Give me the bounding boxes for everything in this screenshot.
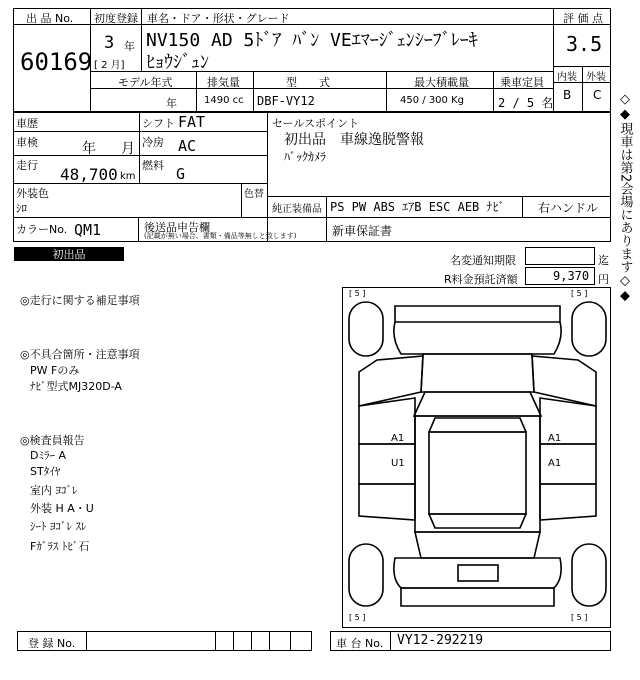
recycle-amount: 9,370 (553, 269, 590, 283)
damage-mark-right-front: A1 (548, 433, 562, 444)
car-name-line2: ﾋｮｳｼﾞｭﾝ (146, 52, 209, 73)
model-year-label: モデル年式 (118, 76, 173, 89)
eval-score: 3.5 (566, 32, 603, 56)
aircon-value: AC (178, 137, 197, 155)
first-reg-label: 初度登録 (94, 12, 138, 25)
color-no-value: QM1 (74, 221, 102, 239)
vehicle-diagram (342, 287, 611, 628)
tire-rear-right: [ 5 ] (571, 613, 588, 622)
defect-line: ﾅﾋﾞ型式MJ320D-A (30, 380, 122, 393)
driving-remarks-label: ◎走行に関する補足事項 (20, 294, 140, 307)
first-listing-text: 初出品 (52, 248, 86, 261)
damage-mark-right-rear: A1 (548, 458, 562, 469)
sales-points-line2: ﾊﾞｯｸｶﾒﾗ (284, 150, 327, 164)
equipment-label: 純正装備品 (272, 204, 322, 215)
capacity-label: 乗車定員 (500, 76, 544, 89)
inspection-year: 年 (82, 141, 96, 157)
mileage-value: 48,700 (60, 165, 118, 184)
ext-color-label: 外装色 (16, 187, 49, 200)
aircon-label: 冷房 (142, 136, 164, 149)
recycle-label: R料金預託済額 (444, 273, 518, 286)
lot-number-label: 出 品 No. (26, 12, 74, 25)
tire-rear-left: [ 5 ] (349, 613, 366, 622)
recycle-unit: 円 (598, 273, 609, 286)
car-name-label: 車名・ドア・形状・グレード (147, 12, 290, 25)
first-reg-year-unit: 年 (124, 40, 135, 53)
exterior-label: 外装 (586, 72, 606, 83)
equipment-value: PS PW ABS ｴｱB ESC AEB ﾅﾋﾞ (330, 200, 505, 214)
shift-label: シフト (142, 117, 175, 130)
shift-value: FAT (178, 113, 206, 131)
capacity-value: 2 / 5 名 (498, 96, 554, 110)
steering-value: 右ハンドル (538, 201, 599, 215)
tire-front-right: [ 5 ] (571, 289, 588, 298)
inspector-line: ｼｰﾄ ﾖｺﾞﾚ ｽﾚ (30, 520, 87, 533)
side-banner (614, 92, 636, 372)
inspector-line: 外装 H A・U (30, 502, 94, 515)
tire-rear-left-shape (349, 544, 383, 606)
inspector-line: Fｶﾞﾗｽ ﾄﾋﾞ石 (30, 540, 90, 553)
inspector-label: ◎検査員報告 (20, 434, 85, 447)
type-value: DBF-VY12 (257, 94, 315, 108)
exterior-grade: C (593, 88, 602, 102)
reg-no-label: 登 録 No. (28, 637, 76, 650)
max-load-label: 最大積載量 (414, 76, 469, 89)
sales-points-label: セールスポイント (272, 117, 360, 130)
title-change-box (525, 247, 595, 265)
max-load-value: 450 / 300 Kg (400, 95, 464, 106)
displacement-value: 1490 cc (204, 95, 244, 106)
warranty-value: 新車保証書 (332, 224, 393, 238)
inspector-line: STﾀｲﾔ (30, 465, 61, 478)
tire-rear-right-shape (572, 544, 606, 606)
defect-line: PW Fのみ (30, 364, 80, 377)
first-reg-month: [ 2 月] (94, 60, 125, 71)
chassis-no: VY12-292219 (397, 633, 484, 648)
fuel-label: 燃料 (142, 159, 164, 172)
aftermarket-note: (記載が無い場合、書類・備品等無しと致します) (144, 232, 297, 240)
mileage-unit: km (120, 171, 136, 182)
first-reg-year: 3 (104, 33, 115, 53)
car-name-line1: NV150 AD 5ﾄﾞｱ ﾊﾞﾝ VEｴﾏｰｼﾞｪﾝｼｰﾌﾞﾚｰｷ (146, 30, 478, 51)
mileage-label: 走行 (16, 159, 38, 172)
title-change-label: 名変通知期限 (450, 254, 516, 267)
tire-front-right-shape (572, 302, 606, 356)
tire-front-left-shape (349, 302, 383, 356)
ext-color-value: ｼﾛ (16, 202, 27, 215)
sales-points-line1: 初出品 車線逸脱警報 (284, 132, 424, 148)
chassis-label: 車 台 No. (336, 637, 384, 650)
damage-mark-left-front: A1 (391, 433, 405, 444)
inspector-line: Dﾐﾗｰ A (30, 449, 66, 462)
color-no-label: カラーNo. (16, 223, 68, 236)
first-listing-badge (14, 247, 124, 261)
color-change-label: 色替 (244, 189, 264, 200)
history-label: 車歴 (16, 117, 38, 130)
damage-mark-left-rear: U1 (391, 458, 405, 469)
interior-grade: B (563, 88, 572, 102)
type-label: 型 式 (286, 76, 330, 89)
inspection-label: 車検 (16, 136, 38, 149)
side-banner-text: ◇◆現車は第2会場にあります◇◆ (617, 92, 633, 304)
title-change-unit: 迄 (598, 254, 609, 267)
inspection-month: 月 (121, 141, 135, 157)
interior-label: 内装 (557, 72, 577, 83)
inspector-line: 室内 ﾖｺﾞﾚ (30, 484, 78, 497)
tire-front-left: [ 5 ] (349, 289, 366, 298)
lot-number: 60169 (20, 48, 93, 76)
fuel-value: G (176, 165, 186, 183)
model-year-unit: 年 (166, 97, 177, 110)
aftermarket-label: 後送品申告欄 (144, 221, 210, 234)
displacement-label: 排気量 (207, 76, 240, 89)
eval-label: 評 価 点 (563, 12, 603, 25)
defects-label: ◎不具合箇所・注意事項 (20, 348, 140, 361)
vehicle-outline (343, 288, 612, 629)
